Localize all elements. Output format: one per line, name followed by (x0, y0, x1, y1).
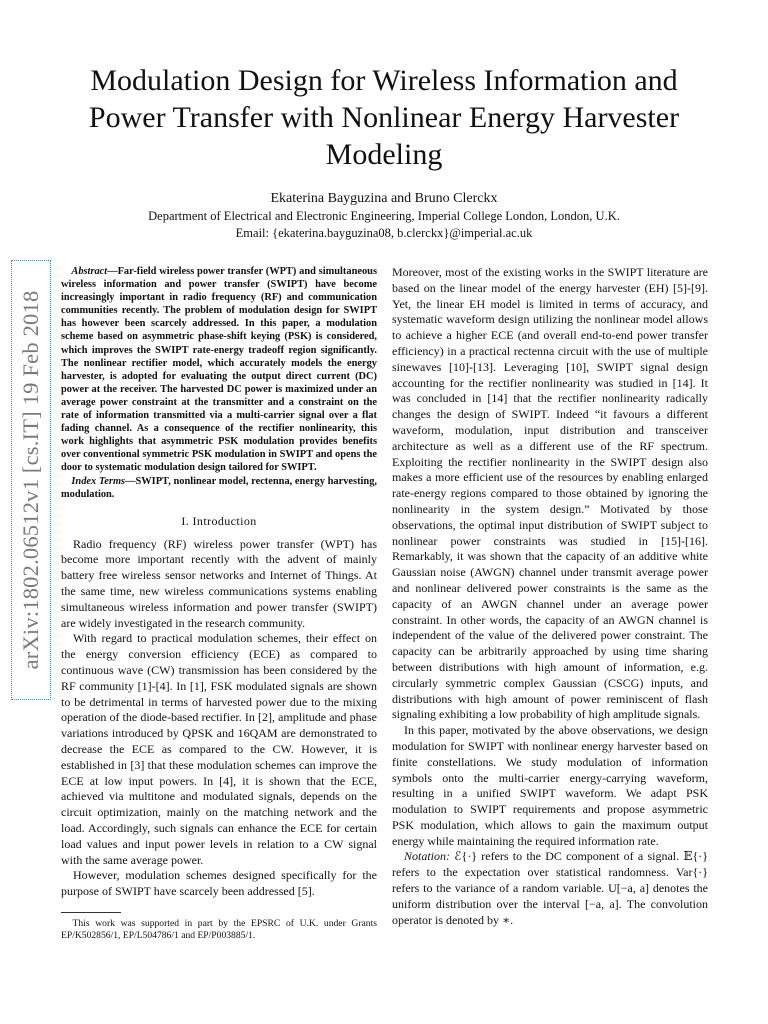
arxiv-stamp-text: arXiv:1802.06512v1 [cs.IT] 19 Feb 2018 (18, 290, 43, 670)
body-paragraph: Moreover, most of the existing works in the SWIPT literature are based on the linear model of the energy harvester (EH) [5]-[9]. Yet, the linear EH model is limited in terms of accuracy, and systematic waveform design utilizing the nonlinear model allows to achieve a higher ECE (and overall end-to-end power transfer efficiency) in a practical rectenna circuit with the use of multiple sinewaves [10]-[13]. Leveraging [10], SWIPT signal design accounting for the rectifier nonlinearity was studied in [14]. It was concluded in [14] that the rectifier nonlinearity radically changes the design of SWIPT. Indeed “it favours a different waveform, modulation, input distribution and transceiver architecture as well as a different use of the RF spectrum. Exploiting the rectifier nonlinearity in the SWIPT design also makes a more efficient use of the resources by enabling enlarged rate-energy regions compared to those obtained by ignoring the nonlinearity in the system design.” Motivated by those observations, the optimal input distribution of SWIPT subject to nonlinear power constraints was studied in [15]-[16]. Remarkably, it was shown that the capacity of an additive white Gaussian noise (AWGN) channel under transmit average power and nonlinear delivered power constraints is the same as the capacity of an AWGN channel under an average power constraint. In other words, the capacity of an AWGN channel is independent of the value of the delivered power constraint. The capacity can be arbitrarily approached by using time sharing between distributions with high amount of information, e.g. circularly symmetric complex Gaussian (CSCG) inputs, and distributions with high amount of power reminiscent of flash signaling exhibiting a low probability of high amplitude signals. (392, 265, 708, 722)
index-terms-body: —SWIPT, nonlinear model, rectenna, energy harvesting, modulation. (61, 475, 377, 500)
abstract-body: —Far-field wireless power transfer (WPT) and simultaneous wireless information and power transfer (SWIPT) have become increasingly important in radio frequency (RF) and communication communities recently. The problem of modulation design for SWIPT has however been scarcely addressed. In this paper, a modulation scheme based on asymmetric phase-shift keying (PSK) is considered, which improves the SWIPT rate-energy tradeoff region significantly. The nonlinear rectifier model, which accurately models the energy harvester, is adopted for evaluating the output direct current (DC) power at the receiver. The harvested DC power is maximized under an average power constraint at the transmitter and a constraint on the rate of information transmitted via a multi-carrier signal over a flat fading channel. As a consequence of the rectifier nonlinearity, this work highlights that asymmetric PSK modulation provides benefits over conventional symmetric PSK modulation in SWIPT and opens the door to systematic modulation design tailored for SWIPT. (61, 266, 377, 474)
notation-paragraph (392, 849, 708, 928)
left-column (61, 265, 377, 942)
intro-paragraph: With regard to practical modulation schemes, their effect on the energy conversion efficiency (ECE) as compared to continuous wave (CW) transmission has been considered by the RF community [1]-[4]. In [1], FSK modulated signals are shown to be detrimental in terms of harvested power due to the mixing operation of the diode-based rectifier. In [2], amplitude and phase variations introduced by QPSK and 16QAM are demonstrated to decrease the ECE as compared to the CW. However, it is established in [3] that these modulation schemes can improve the ECE at low input powers. In [4], it is shown that the ECE, achieved via multitone and modulated signals, depends on the circuit optimization, mainly on the matching network and the load. Accordingly, such signals can enhance the ECE for certain load values and input power levels in relation to a CW signal with the same average power. (61, 631, 377, 867)
abstract-lead: Abstract (71, 266, 108, 277)
body-paragraph: In this paper, motivated by the above observations, we design modulation for SWIPT with nonlinear energy harvester based on finite constellations. We study modulation of information symbols onto the multi-carrier energy-carrying waveform, resulting in a unified SWIPT waveform. We adapt PSK modulation to SWIPT requirements and propose asymmetric PSK modulation, which allows to gain the maximum output energy while maintaining the required information rate. (392, 723, 708, 848)
intro-paragraph: However, modulation schemes designed specifically for the purpose of SWIPT have scarcely been addressed [5]. (61, 868, 377, 899)
section-heading-introduction: I. Introduction (181, 513, 257, 528)
footnote: This work was supported in part by the EPSRC of U.K. under Grants EP/K502856/1, EP/L504786/1 and EP/P003885/1. (61, 918, 377, 942)
email: Email: {ekaterina.bayguzina08, b.clerckx}@imperial.ac.uk (235, 226, 533, 240)
paper-authors: Ekaterina Bayguzina and Bruno Clerckx (270, 191, 498, 206)
notation-body: ℰ{·} refers to the DC component of a signal. 𝔼{·} refers to the expectation over statistical randomness. Var{·} refers to the variance of a random variable. U[−a, a] denotes the uniform distribution over the interval [−a, a]. The convolution operator is denoted by ∗. (392, 849, 708, 927)
right-column (392, 265, 708, 928)
index-terms-lead: Index Terms (71, 475, 126, 487)
paper-title: Modulation Design for Wireless Information and Power Transfer with Nonlinear Energy Harvester Modeling (88, 64, 680, 171)
footnote-divider (61, 912, 121, 913)
index-terms (61, 475, 377, 501)
notation-lead: Notation: (404, 849, 451, 864)
paper-affiliation-block (0, 208, 768, 242)
abstract (61, 265, 377, 475)
affiliation: Department of Electrical and Electronic Engineering, Imperial College London, London, U.K. (148, 209, 620, 223)
arxiv-stamp (11, 260, 51, 700)
intro-paragraph: Radio frequency (RF) wireless power transfer (WPT) has become more important recently with the advent of mainly battery free wireless sensor networks and Internet of Things. At the same time, new wireless communications systems enabling simultaneous wireless information and power transfer (SWIPT) are widely investigated in the research community. (61, 536, 377, 630)
